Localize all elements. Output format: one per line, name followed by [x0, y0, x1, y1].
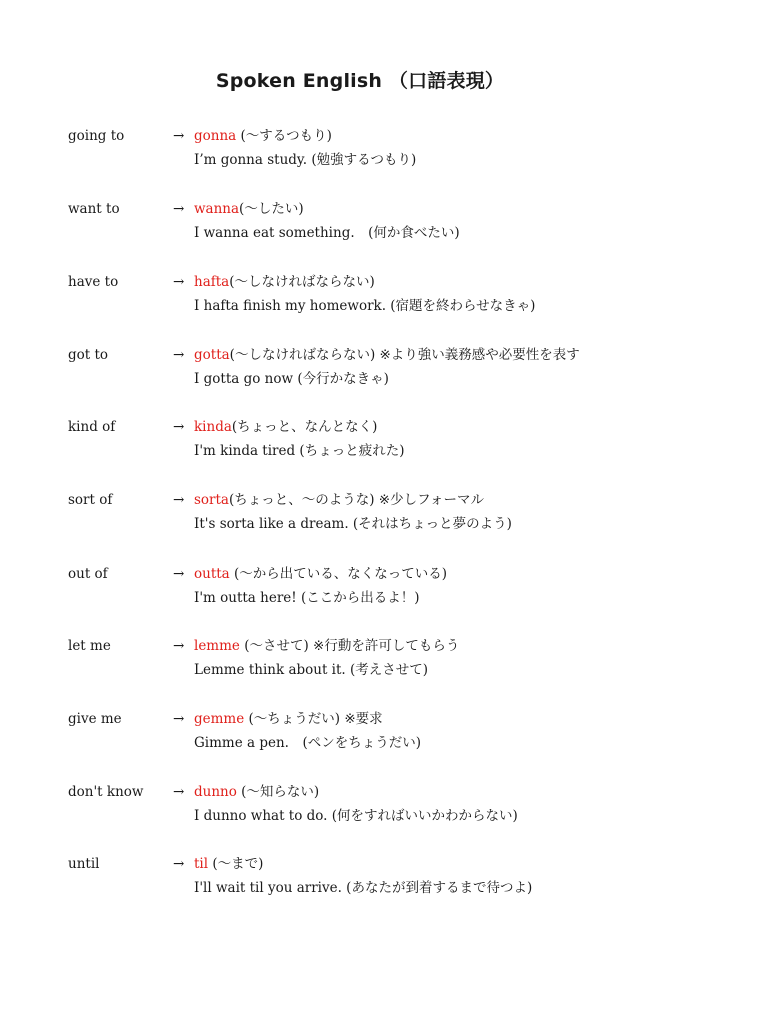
example-sentence: I hafta finish my homework. (宿題を終わらせなきゃ)	[194, 298, 536, 314]
phrase: give me	[68, 711, 122, 727]
arrow-icon: →	[173, 492, 185, 508]
gloss: (～しなければならない) ※より強い義務感や必要性を表す	[229, 347, 580, 363]
slang-term: gotta	[194, 347, 230, 363]
list-item	[0, 417, 768, 467]
slang-term: outta	[194, 566, 230, 582]
arrow-icon: →	[173, 419, 185, 435]
slang-term: til	[194, 856, 209, 872]
arrow-icon: →	[173, 784, 185, 800]
gloss: (ちょっと、～のような) ※少しフォーマル	[228, 492, 484, 508]
phrase: going to	[68, 128, 125, 144]
meaning	[194, 636, 459, 656]
example-sentence: I dunno what to do. (何をすればいいかわからない)	[194, 808, 518, 824]
meaning	[194, 709, 383, 729]
list-item	[0, 345, 768, 395]
list-item	[0, 636, 768, 686]
phrase: until	[68, 856, 100, 872]
meaning	[194, 490, 484, 510]
slang-term: dunno	[194, 784, 237, 800]
example-sentence: It's sorta like a dream. (それはちょっと夢のよう)	[194, 516, 512, 532]
gloss: (～させて) ※行動を許可してもらう	[239, 638, 460, 654]
arrow-icon: →	[173, 274, 185, 290]
slang-term: lemme	[194, 638, 240, 654]
phrase: out of	[68, 566, 108, 582]
example-sentence: I wanna eat something. (何か食べたい)	[194, 225, 460, 241]
phrase: let me	[68, 638, 111, 654]
gloss: (～したい)	[239, 201, 304, 217]
meaning	[194, 272, 375, 292]
example-sentence: Lemme think about it. (考えさせて)	[194, 662, 429, 678]
example-sentence: Gimme a pen. (ペンをちょうだい)	[194, 735, 421, 751]
phrase: don't know	[68, 784, 144, 800]
gloss: (～知らない)	[236, 784, 320, 800]
slang-term: wanna	[194, 201, 240, 217]
phrase: got to	[68, 347, 109, 363]
meaning	[194, 199, 304, 219]
phrase: kind of	[68, 419, 116, 435]
list-item	[0, 199, 768, 249]
list-item	[0, 272, 768, 322]
gloss: (～するつもり)	[236, 128, 332, 144]
meaning	[194, 126, 332, 146]
gloss: (～まで)	[208, 856, 264, 872]
example-sentence: I'm outta here! (ここから出るよ！)	[194, 590, 420, 606]
gloss: (～から出ている、なくなっている)	[229, 566, 448, 582]
arrow-icon: →	[173, 201, 185, 217]
phrase: sort of	[68, 492, 113, 508]
slang-term: gonna	[194, 128, 237, 144]
meaning	[194, 417, 377, 437]
slang-term: gemme	[194, 711, 245, 727]
arrow-icon: →	[173, 347, 185, 363]
list-item	[0, 782, 768, 832]
arrow-icon: →	[173, 856, 185, 872]
slang-term: kinda	[194, 419, 232, 435]
list-item	[0, 564, 768, 614]
example-sentence: I'll wait til you arrive. (あなたが到着するまで待つよ)	[194, 880, 533, 896]
meaning	[194, 854, 263, 874]
gloss: (ちょっと、なんとなく)	[231, 419, 378, 435]
arrow-icon: →	[173, 566, 185, 582]
example-sentence: I’m gonna study. (勉強するつもり)	[194, 152, 417, 168]
arrow-icon: →	[173, 638, 185, 654]
slang-term: sorta	[194, 492, 229, 508]
meaning	[194, 564, 447, 584]
meaning	[194, 345, 580, 365]
list-item	[0, 709, 768, 759]
gloss: (～しなければならない)	[229, 274, 375, 290]
gloss: (～ちょうだい) ※要求	[244, 711, 383, 727]
list-item	[0, 490, 768, 540]
list-item	[0, 126, 768, 176]
page-title: Spoken English （口語表現）	[215, 70, 505, 92]
example-sentence: I gotta go now (今行かなきゃ)	[194, 371, 389, 387]
list-item	[0, 854, 768, 904]
example-sentence: I'm kinda tired (ちょっと疲れた)	[194, 443, 405, 459]
arrow-icon: →	[173, 128, 185, 144]
phrase: want to	[68, 201, 120, 217]
arrow-icon: →	[173, 711, 185, 727]
slang-term: hafta	[194, 274, 230, 290]
phrase: have to	[68, 274, 119, 290]
meaning	[194, 782, 319, 802]
